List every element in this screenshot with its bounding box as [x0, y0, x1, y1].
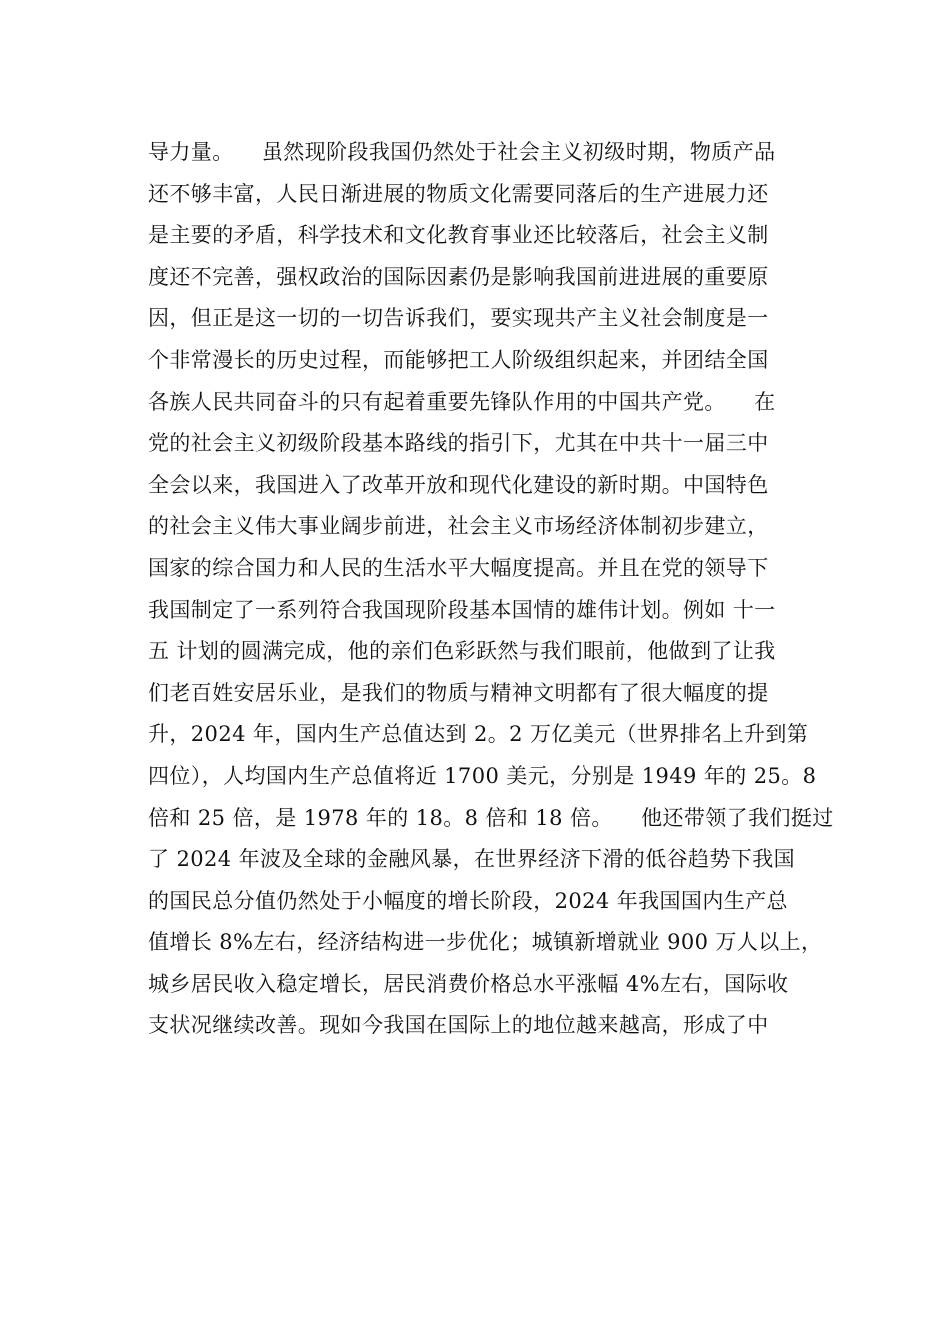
- text-line: 导力量。 虽然现阶段我国仍然处于社会主义初级时期，物质产品: [148, 140, 776, 164]
- text-line: 的社会主义伟大事业阔步前进，社会主义市场经济体制初步建立，: [148, 514, 769, 539]
- text-line: 了 2024 年波及全球的金融风暴，在世界经济下滑的低谷趋势下我国: [148, 847, 795, 872]
- text-line: 因，但正是这一切的一切告诉我们，要实现共产主义社会制度是一: [148, 306, 769, 331]
- text-line: 我国制定了一系列符合我国现阶段基本国情的雄伟计划。例如 十一: [148, 597, 776, 622]
- text-line: 国家的综合国力和人民的生活水平大幅度提高。并且在党的领导下: [148, 555, 769, 580]
- text-line: 党的社会主义初级阶段基本路线的指引下，尤其在中共十一届三中: [148, 431, 769, 456]
- text-line: 值增长 8%左右，经济结构进一步优化；城镇新增就业 900 万人以上，: [148, 930, 823, 955]
- text-line: 们老百姓安居乐业，是我们的物质与精神文明都有了很大幅度的提: [148, 680, 769, 705]
- text-line: 是主要的矛盾，科学技术和文化教育事业还比较落后，社会主义制: [148, 223, 769, 248]
- text-line: 升，2024 年，国内生产总值达到 2。2 万亿美元（世界排名上升到第: [148, 722, 809, 747]
- text-line: 支状况继续改善。现如今我国在国际上的地位越来越高，形成了中: [148, 1013, 769, 1038]
- text-line: 城乡居民收入稳定增长，居民消费价格总水平涨幅 4%左右，国际收: [148, 971, 789, 996]
- body-text: [148, 132, 834, 1047]
- text-line: 倍和 25 倍，是 1978 年的 18。8 倍和 18 倍。 他还带领了我们挺过: [148, 805, 834, 830]
- text-line: 个非常漫长的历史过程，而能够把工人阶级组织起来，并团结全国: [148, 347, 769, 372]
- text-line: 各族人民共同奋斗的只有起着重要先锋队作用的中国共产党。 在: [148, 389, 776, 414]
- text-line: 还不够丰富，人民日渐进展的物质文化需要同落后的生产进展力还: [148, 181, 769, 206]
- text-line: 的国民总分值仍然处于小幅度的增长阶段，2024 年我国国内生产总: [148, 888, 788, 913]
- text-line: 度还不完善，强权政治的国际因素仍是影响我国前进进展的重要原: [148, 264, 769, 289]
- text-line: 四位），人均国内生产总值将近 1700 美元，分别是 1949 年的 25。8: [148, 763, 817, 788]
- text-line: 五 计划的圆满完成，他的亲们色彩跃然与我们眼前，他做到了让我: [148, 639, 776, 664]
- text-line: 全会以来，我国进入了改革开放和现代化建设的新时期。中国特色: [148, 472, 769, 497]
